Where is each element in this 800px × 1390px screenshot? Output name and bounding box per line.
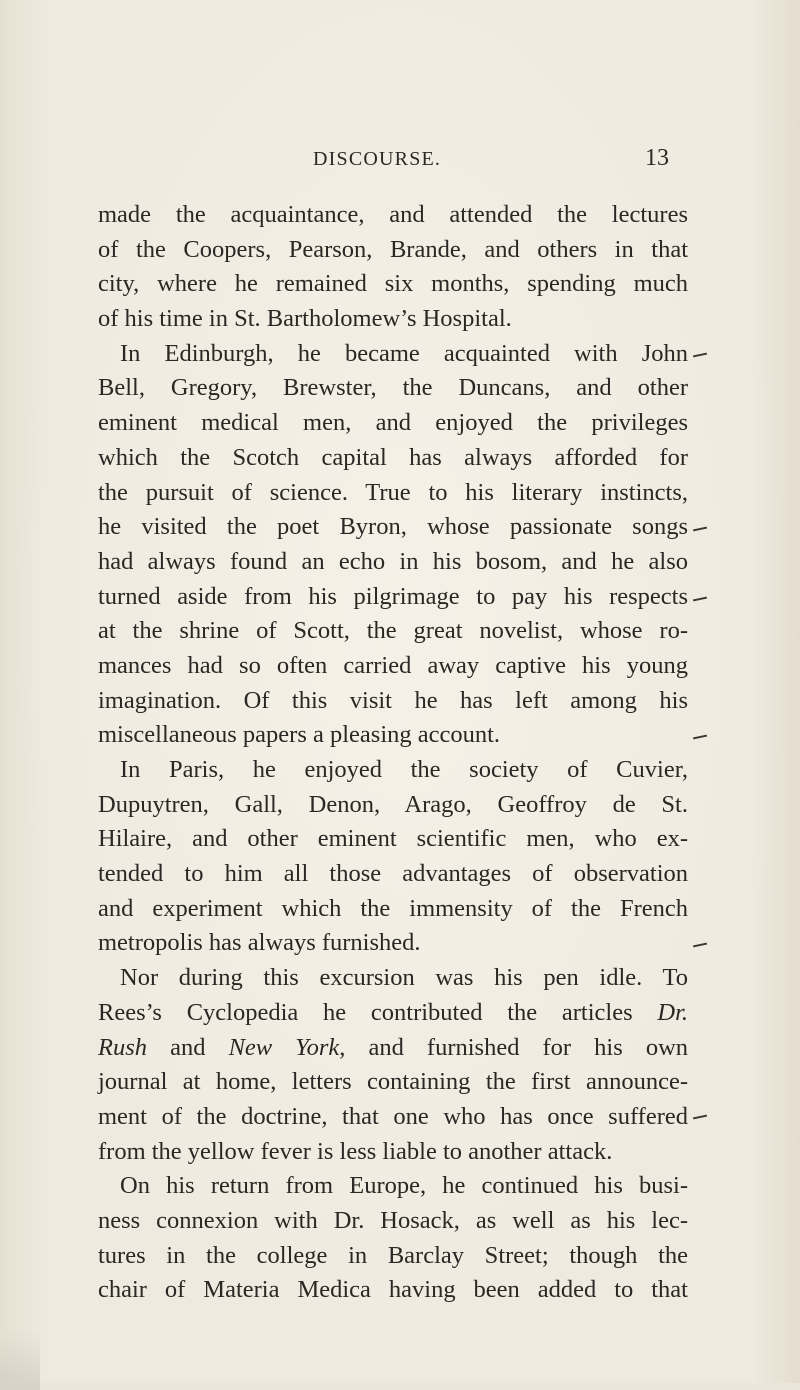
- text-line: of the Coopers, Pearson, Brande, and others in that: [98, 235, 688, 263]
- text-line: Dupuytren, Gall, Denon, Arago, Geoffroy de St.: [98, 790, 688, 818]
- text-fragment: Rees’s Cyclopedia he contributed the articles: [98, 998, 633, 1026]
- page-edge-shadow: [0, 1330, 40, 1390]
- text-line: ment of the doctrine, that one who has once suffered: [98, 1102, 688, 1130]
- text-line: mances had so often carried away captive his young: [98, 651, 688, 679]
- margin-pencil-mark: [693, 1115, 707, 1120]
- text-line: from the yellow fever is less liable to another attack.: [98, 1137, 613, 1165]
- text-line: Bell, Gregory, Brewster, the Duncans, and other: [98, 374, 688, 402]
- text-line: journal at home, letters containing the first announce-: [98, 1068, 688, 1096]
- body-text: [98, 198, 688, 1308]
- text-line: Hilaire, and other eminent scientific men, who ex-: [98, 825, 688, 853]
- text-line: tended to him all those advantages of observation: [98, 860, 688, 888]
- margin-pencil-mark: [693, 943, 707, 948]
- text-line: made the acquaintance, and attended the lectures: [98, 201, 688, 228]
- italic-term-dr: Dr.: [657, 998, 689, 1026]
- text-line: of his time in St. Bartholomew’s Hospital.: [98, 305, 512, 333]
- running-head: [0, 145, 800, 178]
- text-fragment: and: [170, 1033, 206, 1061]
- margin-pencil-mark: [693, 527, 707, 532]
- text-line: In Edinburgh, he became acquainted with John: [120, 339, 688, 367]
- text-line: imagination. Of this visit he has left among his: [98, 686, 688, 714]
- text-line: [98, 1031, 688, 1066]
- text-line: In Paris, he enjoyed the society of Cuvier,: [120, 756, 688, 783]
- text-line: Nor during this excursion was his pen idle. To: [120, 964, 688, 992]
- page-number: 13: [645, 145, 669, 171]
- italic-term-new-york: New York: [228, 1033, 340, 1061]
- text-line: which the Scotch capital has always afforded for: [98, 443, 688, 471]
- text-line: eminent medical men, and enjoyed the privileges: [98, 409, 688, 437]
- text-line: metropolis has always furnished.: [98, 929, 421, 957]
- text-line: had always found an echo in his bosom, and he also: [98, 547, 688, 575]
- text-line: he visited the poet Byron, whose passionate songs: [98, 513, 688, 541]
- italic-term-rush: Rush: [98, 1033, 147, 1061]
- running-title: DISCOURSE.: [313, 148, 442, 170]
- text-fragment: , and furnished for his own: [339, 1033, 689, 1061]
- text-line: at the shrine of Scott, the great novelist, whose ro-: [98, 617, 688, 645]
- margin-pencil-mark: [693, 735, 707, 740]
- text-line: and experiment which the immensity of the French: [98, 894, 688, 922]
- text-line: tures in the college in Barclay Street; though the: [98, 1241, 688, 1269]
- text-line: ness connexion with Dr. Hosack, as well as his lec-: [98, 1206, 688, 1234]
- text-line: [98, 996, 688, 1031]
- text-line: miscellaneous papers a pleasing account.: [98, 721, 501, 749]
- text-line: On his return from Europe, he continued his busi-: [120, 1172, 688, 1200]
- margin-pencil-mark: [693, 597, 707, 602]
- text-line: city, where he remained six months, spending much: [98, 270, 688, 298]
- text-line: turned aside from his pilgrimage to pay his respects: [98, 582, 688, 610]
- text-line: the pursuit of science. True to his literary instincts,: [98, 478, 688, 506]
- margin-pencil-mark: [693, 353, 707, 358]
- text-line: chair of Materia Medica having been added to that: [98, 1276, 688, 1304]
